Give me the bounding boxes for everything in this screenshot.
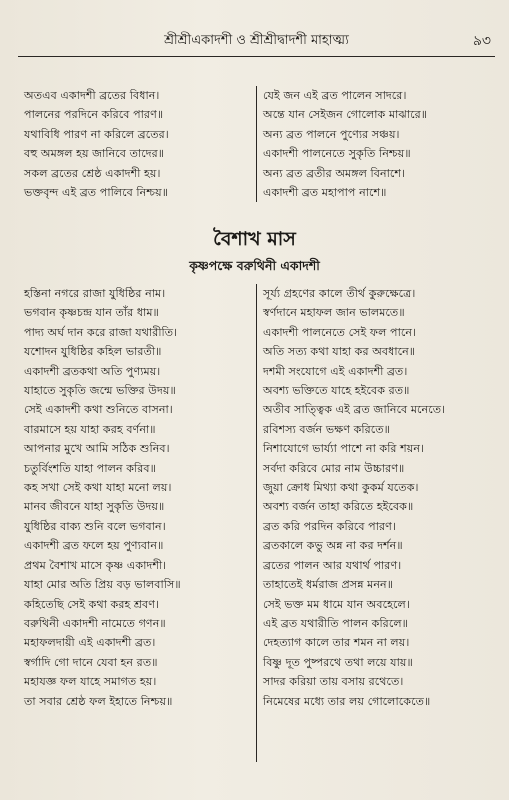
verse-line: অন্য ব্রত পালনে পুণ্যের সঞ্চয়।	[263, 127, 400, 141]
section-title: বৈশাখ মাস	[213, 228, 296, 250]
verse-line: অবশ্য ভক্তিতে যাহে হইবেক রত॥	[263, 384, 410, 398]
verse-line: একাদশী ব্রতকথা অতি পুণ্যময়।	[24, 364, 161, 378]
verse-line: সূর্য্য গ্রহণের কালে তীর্থ কুরুক্ষেত্রে।	[263, 287, 416, 300]
verse-line: তাহাতেই ধর্মরাজ প্রসন্ন মনন॥	[263, 578, 394, 592]
verse-line: কহিতেছি সেই কথা করহ শ্রবণ।	[24, 597, 160, 611]
verse-line: একাদশী পালনেতে সেই ফল পানে।	[263, 325, 417, 339]
column-divider-top	[256, 86, 257, 202]
verse-line: একাদশী ব্রত ফলে হয় পুণ্যবান॥	[24, 539, 164, 553]
verse-line: যেই জন এই ব্রত পালেন সাদরে।	[263, 89, 407, 102]
verse-line: স্বর্গাদি গো দানে যেবা হন রত॥	[24, 655, 158, 669]
verse-line: আপনার মুখে আমি সঠিক শুনিব।	[24, 442, 170, 456]
verse-line: যুধিষ্ঠির বাক্য শুনি বলে ভগবান।	[24, 519, 166, 533]
verse-line: কহ সখা সেই কথা যাহা মনো লয়।	[24, 481, 172, 495]
verse-line: বরুথিনী একাদশী নামেতে গণন॥	[24, 616, 166, 630]
verse-line: বিষ্ণু দূত পুষ্পরথে তথা লয়ে যায়॥	[263, 655, 413, 669]
verse-line: জুয়া ক্রোধ মিথ্যা কথা কুকর্ম যতেক।	[263, 481, 419, 495]
section-subtitle: কৃষ্ণপক্ষে বরুথিনী একাদশী	[189, 258, 320, 273]
verse-line: ভগবান কৃষ্ণচন্দ্র যান তাঁর ধাম॥	[24, 306, 159, 320]
verse-line: মানব জীবনে যাহা সুকৃতি উদয়॥	[24, 500, 165, 514]
verse-line: নিশাযোগে ভার্য্যা পাশে না করি শয়ন।	[263, 442, 424, 456]
header-title: শ্রীশ্রীএকাদশী ও শ্রীশ্রীদ্বাদশী মাহাত্ম্য	[164, 33, 349, 48]
verse-line: সর্বদা করিবে মোর নাম উচ্চারণ॥	[263, 461, 405, 475]
verse-line: এই ব্রত যথারীতি পালন করিলে॥	[263, 616, 408, 630]
verse-line: সাদর করিয়া তায় বসায় রথেতে।	[263, 675, 404, 689]
verse-line: দেহত্যাগ কালে তার শমন না লয়।	[263, 636, 410, 650]
verse-line: যশোদন যুধিষ্ঠির কহিল ভারতী॥	[24, 345, 162, 359]
column-divider-bottom	[256, 284, 257, 762]
running-header	[18, 30, 495, 57]
verse-line: যাহাতে সুকৃতি জন্মে ভক্তির উদয়॥	[24, 384, 176, 398]
verse-line: নিমেষের মধ্যে তার লয় গোলোকেতে॥	[263, 694, 431, 708]
verse-line: স্বর্ণদানে মহাফল জান ভালমতে॥	[263, 306, 405, 320]
verse-line: অবশ্য বর্জন তাহা করিতে হইবেক॥	[263, 500, 414, 514]
verse-column-bottom-left	[24, 284, 181, 711]
verse-column-bottom-right	[263, 284, 445, 711]
verse-line: অতীব সাত্ত্বিক এই ব্রত জানিবে মনেতে।	[263, 403, 446, 417]
verse-line: ব্রতকালে কভু অন্ন না কর দর্শন॥	[263, 539, 403, 553]
verse-column-top-left	[24, 86, 169, 202]
verse-line: প্রথম বৈশাখ মাসে কৃষ্ণ একাদশী।	[24, 558, 167, 572]
verse-line: পাদ্য অর্ঘ দান করে রাজা যথারীতি।	[24, 325, 178, 339]
verse-line: অন্য ব্রত ব্রতীর অমঙ্গল বিনাশে।	[263, 166, 406, 180]
verse-line: মহাফলদায়ী এই একাদশী ব্রত।	[24, 636, 156, 650]
verse-line: একাদশী ব্রত মহাপাপ নাশে॥	[263, 186, 387, 200]
verse-line: দশমী সংযোগে এই একাদশী ব্রত।	[263, 364, 408, 378]
verse-column-top-right	[263, 86, 427, 202]
verse-line: অন্তে যান সেইজন গোলোক মাঝারে॥	[263, 108, 428, 122]
verse-line: বহু অমঙ্গল হয় জানিবে তাদের॥	[24, 147, 165, 161]
verse-line: সকল ব্রতের শ্রেষ্ঠ একাদশী হয়।	[24, 166, 161, 180]
verse-line: ব্রতের পালন আর যথার্থ পারণ।	[263, 558, 402, 572]
verse-line: অতএব একাদশী ব্রতের বিধান।	[24, 89, 160, 102]
verse-line: অতি সত্য কথা যাহা কর অবধানে॥	[263, 345, 416, 359]
verse-line: চতুর্বিংশতি যাহা পালন করিব॥	[24, 461, 156, 475]
verse-line: যাহা মোর অতি প্রিয় বড় ভালবাসি॥	[24, 578, 181, 592]
verse-line: সেই ভক্ত মম ধামে যান অবহেলে।	[263, 597, 410, 611]
verse-line: পালনের পরদিনে করিবে পারণ॥	[24, 108, 164, 122]
verse-line: একাদশী পালনেতে সুকৃতি নিশ্চয়॥	[263, 147, 411, 161]
verse-line: রবিশস্য বর্জন ভক্ষণ করিতে॥	[263, 422, 390, 436]
verse-line: মহাযজ্ঞ ফল যাহে সমাগত হয়।	[24, 675, 157, 689]
page-number: ৯৩	[472, 33, 491, 49]
verse-line: ব্রত করি পরদিন করিবে পারণ।	[263, 519, 396, 533]
verse-line: তা সবার শ্রেষ্ঠ ফল ইহাতে নিশ্চয়॥	[24, 694, 173, 708]
verse-line: হস্তিনা নগরে রাজা যুধিষ্ঠির নাম।	[24, 287, 166, 300]
verse-line: যথাবিধি পারণ না করিলে ব্রতের।	[24, 127, 169, 141]
verse-line: ভক্তবৃন্দ এই ব্রত পালিবে নিশ্চয়॥	[24, 186, 169, 200]
verse-line: বারমাসে হয় যাহা করহ বর্ণনা॥	[24, 422, 156, 436]
verse-line: সেই একাদশী কথা শুনিতে বাসনা।	[24, 403, 173, 417]
